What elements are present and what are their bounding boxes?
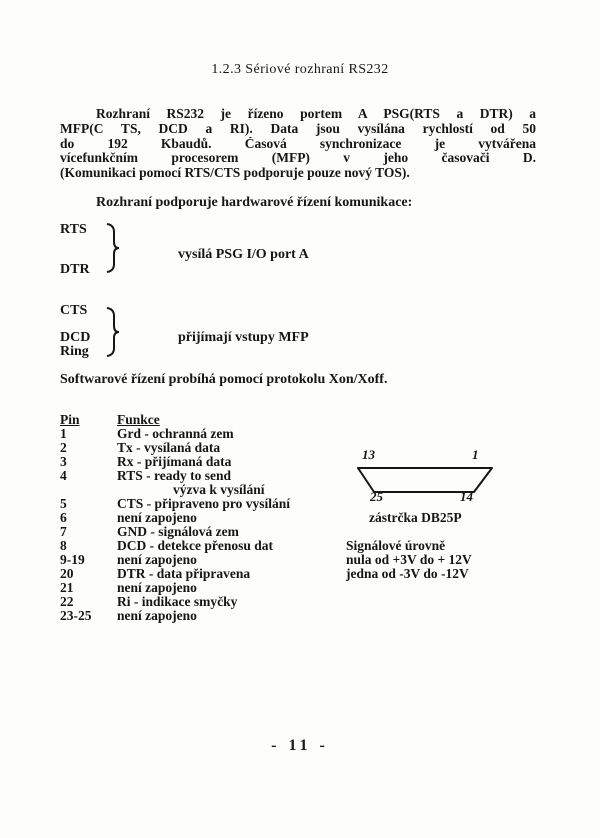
pin-number: 20 — [60, 566, 74, 581]
pin-function: není zapojeno — [117, 552, 197, 567]
group-in-description: přijímají vstupy MFP — [178, 330, 309, 345]
paragraph-line: MFP(C TS, DCD a RI). Data jsou vysílána rychlostí od 50 — [60, 121, 536, 136]
pin-number: 5 — [60, 496, 67, 511]
signal-cts: CTS — [60, 303, 88, 318]
pin-number: 22 — [60, 594, 74, 609]
section-heading: 1.2.3 Sériové rozhraní RS232 — [211, 62, 389, 77]
group-out-description: vysílá PSG I/O port A — [178, 247, 309, 262]
pin-number: 8 — [60, 538, 67, 553]
pin-function: DTR - data připravena — [117, 566, 251, 581]
pin-function: CTS - připraveno pro vysílání — [117, 496, 291, 511]
signal-rts: RTS — [60, 222, 87, 237]
software-control-text: Softwarové řízení probíhá pomocí protokolu Xon/Xoff. — [60, 372, 388, 387]
page-number: - 11 - — [271, 737, 329, 754]
signal-dcd: DCD — [60, 330, 91, 345]
connector-label-1: 1 — [472, 447, 479, 462]
paragraph-line: (Komunikaci pomocí RTS/CTS podporuje pouze nový TOS). — [60, 166, 410, 181]
levels-zero: nula od +3V do + 12V — [346, 552, 472, 567]
hardware-control-intro: Rozhraní podporuje hardwarové řízení komunikace: — [96, 195, 413, 210]
brace-icon — [104, 306, 122, 358]
pin-function: Tx - vysílaná data — [117, 440, 221, 455]
signal-ring: Ring — [60, 344, 89, 359]
pin-function: RTS - ready to send — [117, 468, 232, 483]
pin-function: není zapojeno — [117, 510, 197, 525]
levels-title: Signálové úrovně — [346, 538, 446, 553]
pin-function: není zapojeno — [117, 608, 197, 623]
connector-label-25: 25 — [370, 489, 383, 504]
pin-function: není zapojeno — [117, 580, 197, 595]
pin-number: 3 — [60, 454, 67, 469]
pin-function: Rx - přijímaná data — [117, 454, 232, 469]
paragraph-line: Rozhraní RS232 je řízeno portem A PSG(RTS a DTR) a — [96, 107, 536, 121]
pin-function: Grd - ochranná zem — [117, 426, 234, 441]
pin-number: 6 — [60, 510, 67, 525]
table-header-function: Funkce — [117, 412, 160, 427]
pin-number: 1 — [60, 426, 67, 441]
brace-icon — [104, 222, 122, 274]
signal-dtr: DTR — [60, 262, 90, 277]
levels-one: jedna od -3V do -12V — [346, 566, 469, 581]
intro-paragraph — [60, 107, 536, 181]
pin-number: 2 — [60, 440, 67, 455]
pin-number: 23-25 — [60, 608, 92, 623]
connector-caption: zástrčka DB25P — [369, 510, 462, 525]
paragraph-line: vícefunkčním procesorem (MFP) v jeho časovači D. — [60, 151, 536, 166]
pin-function: Ri - indikace smyčky — [117, 594, 238, 609]
pin-number: 9-19 — [60, 552, 85, 567]
pin-number: 4 — [60, 468, 67, 483]
pin-number: 21 — [60, 580, 74, 595]
connector-label-14: 14 — [460, 489, 473, 504]
pin-function: DCD - detekce přenosu dat — [117, 538, 273, 553]
pin-number: 7 — [60, 524, 67, 539]
paragraph-line: do 192 Kbaudů. Časová synchronizace je vytvářena — [60, 136, 536, 151]
pin-function: GND - signálová zem — [117, 524, 239, 539]
table-header-pin: Pin — [60, 412, 80, 427]
pin-function: výzva k vysílání — [173, 482, 265, 497]
connector-label-13: 13 — [362, 447, 375, 462]
